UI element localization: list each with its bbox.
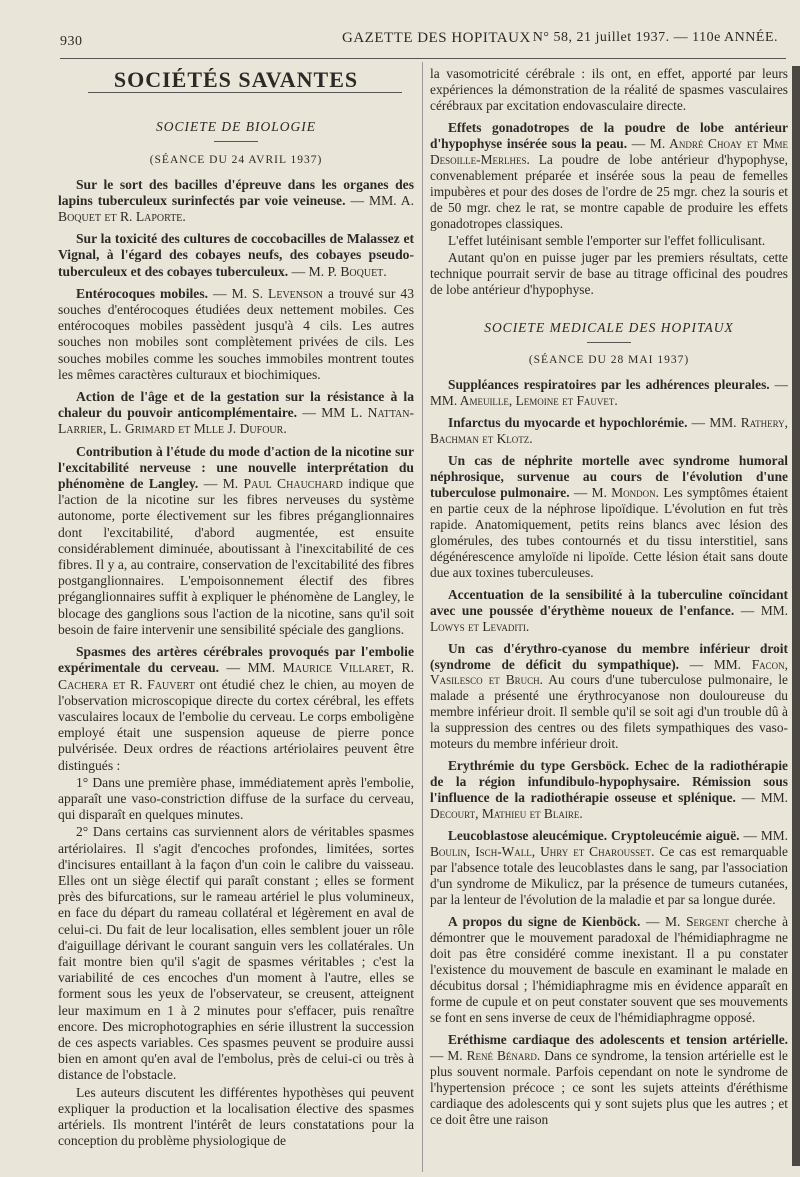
communication-text: Les symptômes étaient en partie ceux de la néphrose lipoïdique. L'évolution en fut très rapide. Anatomiquement, petits reins blancs avec lésion des glomérules, des tubes contournés et du tissu interstitiel, sans dégénérescence amyloïde ni lipoïde. Cette lésion était sans doute due aux toxines tuberculeuses. — [430, 484, 788, 580]
communication-text: Dans ce syndrome, la tension artérielle est le plus souvent normale. Parfois cependant on note le syndrome de l'hypertension précoce ; ce sont les sujets atteints d'éréthisme cardiaque des adolescents qui y sont sujets plus que les autres ; et ce doit être une raison — [430, 1048, 788, 1128]
communication: Contribution à l'étude du mode d'action de la nicotine sur l'excitabilité nerveuse : une nouvelle interprétation du phénomène de Langley. — M. Paul Chauchard indique que l'action de la nicotine sur les fibres nerveuses du système autonome, porte électivement sur les fibres préganglionnaires dont l'excitabilité, d'abord augmentée, est ensuite considérablement diminuée, aboutissant à l'inexcitabilité de ces fibres. Il y a, au contraire, conservation de l'excitabilité des fibres postganglionnaires. L'empoisonnement électif des fibres préganglionnaires suffit à expliquer le phénomène de Langley, le blocage des ganglions sous l'action de la nicotine, sans qu'il soit besoin de faire intervenir une sensibilité spéciale des ganglions. — [58, 443, 414, 637]
communication: Spasmes des artères cérébrales provoqués par l'embolie expérimentale du cerveau. — MM. Maurice Villaret, R. Cachera et R. Fauvert ont étudié chez le chien, au moyen de l'observation microscopique directe du cortex cérébral, les effets vasculaires locaux de l'embolie du cerveau. Le corps emboligène employé était une suspension aqueuse de pierre ponce pulvérisée. Deux ordres de réactions artériolaires peuvent être distingués : — [58, 644, 414, 773]
communication-authors: MM. Rathery, Bachman et Klotz. — [430, 414, 788, 446]
communication-authors: MM. Ameuille, Lemoine et Fauvet. — [430, 392, 618, 408]
communication: Infarctus du myocarde et hypochlorémie. — MM. Rathery, Bachman et Klotz. — [430, 414, 788, 446]
seance-date: (SÉANCE DU 24 AVRIL 1937) — [149, 154, 323, 167]
communication: Suppléances respiratoires par les adhérences pleurales. — MM. Ameuille, Lemoine et Fauvet. — [430, 376, 788, 408]
communication-authors: M. André Choay et Mme Desoille-Merlhes. — [430, 135, 788, 167]
page-number: 930 — [60, 34, 83, 49]
body-paragraph: Les auteurs discutent les différentes hypothèses qui peuvent expliquer la production et la localisation élective des spasmes artériels. Ils montrent l'intérêt de leurs constatations pour la conception du problème physiologique de — [58, 1084, 414, 1149]
communication-authors: M. Paul Chauchard — [222, 476, 343, 492]
communication-authors: M. P. Boquet. — [308, 263, 387, 279]
left-column — [58, 66, 414, 1149]
communication: Action de l'âge et de la gestation sur la résistance à la chaleur du pouvoir anticomplémentaire. — MM L. Nattan-Larrier, L. Grimard et Mlle J. Dufour. — [58, 389, 414, 437]
body-paragraph: 1° Dans une première phase, immédiatement après l'embolie, apparaît une vaso-constriction diffuse de la surface du cerveau, qui disparaît en quelques minutes. — [58, 774, 414, 823]
communication-text: ont étudié chez le chien, au moyen de l'observation microscopique directe du cortex cérébral, les effets vasculaires locaux de l'embolie du cerveau. Le corps emboligène employé était une suspension aqueuse de pierre ponce pulvérisée. Deux ordres de réactions artériolaires peuvent être distingués : — [58, 676, 414, 773]
communication-authors: MM. Lowys et Levaditi. — [430, 602, 788, 634]
communication: Erythrémie du type Gersböck. Echec de la radiothérapie de la région infundibulo-hypophysaire. Rémission sous l'influence de la radiothérapie osseuse et splénique. — MM. Decourt, Mathieu et Blaire. — [430, 758, 789, 822]
communication-title: Leucoblastose aleucémique. Cryptoleucémie aiguë. — [448, 828, 740, 844]
binding-edge — [792, 66, 800, 1166]
communication-authors: MM. Maurice Villaret, R. Cachera et R. Fauvert — [58, 660, 414, 692]
communication-title: Eréthisme cardiaque des adolescents et tension artérielle. — [448, 1032, 788, 1048]
communication-title: Contribution à l'étude du mode d'action de la nicotine sur l'excitabilité nerveuse : une nouvelle interprétation du phénomène de Langley. — [58, 443, 414, 492]
journal-title: GAZETTE DES HOPITAUX — [342, 30, 531, 46]
society-heading: SOCIETE MEDICALE DES HOPITAUX — [484, 319, 734, 335]
communication-text: La poudre de lobe antérieur d'hypophyse, convenablement préparée et insérée sous la peau de femelles impubères et pour des doses de l'ordre de 25 mgr. chez la souris et de 50 mgr. chez le rat, se montre capable de produire les effets gonadotropes classiques. — [430, 151, 788, 231]
communication-authors: MM L. Nattan-Larrier, L. Grimard et Mlle J. Dufour. — [58, 405, 414, 437]
communication-title: Un cas de néphrite mortelle avec syndrome humoral néphrosique, survenue au cours de l'évolution d'une tuberculose pulmonaire. — [430, 452, 788, 500]
society-heading: SOCIETE DE BIOLOGIE — [156, 119, 316, 135]
short-rule — [214, 141, 258, 142]
communication-title: Un cas d'érythro-cyanose du membre inférieur droit (syndrome de déficit du sympathique). — [430, 640, 788, 672]
issue-info: N° 58, 21 juillet 1937. — 110e ANNÉE. — [532, 30, 778, 45]
communication: Un cas d'érythro-cyanose du membre inférieur droit (syndrome de déficit du sympathique). — MM. Facon, Vasilesco et Bruch. Au cours d'une tuberculose pulmonaire, le malade a présenté une érythrocyanose non douloureuse du membre inférieur droit. Il semble qu'il se soit agi d'un trouble dû à la suppression des centres ou des filets sympathiques des vaso-moteurs du membre inférieur droit. — [430, 640, 788, 752]
column-divider — [422, 62, 423, 1172]
communication-authors: M. Mondon. — [591, 484, 659, 500]
section-title: SOCIÉTÉS SAVANTES — [113, 67, 359, 92]
communication-title: Effets gonadotropes de la poudre de lobe antérieur d'hypophyse insérée sous la peau. — [430, 119, 788, 151]
communication: Eréthisme cardiaque des adolescents et tension artérielle. — M. René Bénard. Dans ce syndrome, la tension artérielle est le plus souvent normale. Parfois cependant on note le syndrome de l'hypertension précoce ; ce sont les sujets atteints d'éréthisme cardiaque des adolescents qui y sont sujets plus que les autres ; et ce doit être une raison — [430, 1032, 788, 1128]
continued-paragraph: la vasomotricité cérébrale : ils ont, en effet, apporté par leurs expériences la démonstration de la réalité de spasmes vasculaires cérébraux par excitation endovasculaire directe. — [430, 66, 788, 113]
communication-authors: M. Sergent — [665, 914, 730, 930]
communication-title: Spasmes des artères cérébrales provoqués par l'embolie expérimentale du cerveau. — [58, 644, 414, 676]
communication: Accentuation de la sensibilité à la tuberculine coïncidant avec une poussée d'érythème noueux de l'enfance. — MM. Lowys et Levaditi. — [430, 586, 788, 634]
communication-text: indique que l'action de la nicotine sur les fibres nerveuses du système autonome, porte électivement sur les fibres préganglionnaires dont l'excitabilité, d'abord augmentée, est ensuite considérablement diminuée, aboutissant à l'inexcitabilité de ces fibres. Il y a, au contraire, conservation de l'excitabilité des fibres postganglionnaires. L'empoisonnement électif des fibres préganglionnaires suffit à expliquer le phénomène de Langley, le blocage des ganglions sous l'action de la nicotine, sans qu'il soit besoin de faire intervenir une sensibilité spéciale des ganglions. — [58, 476, 414, 637]
seance-date: (SÉANCE DU 28 MAI 1937) — [528, 353, 690, 366]
communication-authors: MM. Boulin, Isch-Wall, Uhry et Charousset. — [430, 828, 788, 860]
communication: A propos du signe de Kienböck. — M. Sergent cherche à démontrer que le mouvement paradoxal de l'hémidiaphragme ne doit pas être considéré comme inexistant. Il a pu constater l'existence du mouvement de bascule en examinant le malade en décubitus dorsal ; l'hémidiaphragme mis en évidence apparaît en forme de cupule et on peut constater souvent que ses mouvements se font en sens inverse de ceux de l'hémidiaphragme opposé. — [430, 914, 789, 1026]
body-paragraph: Autant qu'on en puisse juger par les premiers résultats, cette technique pourrait servir de base au titrage officinal des poudres de lobe antérieur d'hypophyse. — [430, 249, 788, 297]
communication: Sur la toxicité des cultures de coccobacilles de Malassez et Vignal, à l'égard des cobayes neufs, des cobayes pseudo-tuberculeux et des cobayes tuberculeux. — M. P. Boquet. — [58, 231, 414, 279]
communication-text: Ce cas est remarquable par l'absence totale des leucoblastes dans le sang, par l'association d'un syndrome de Mikulicz, par la présence de tumeurs cutanées, par la lenteur de l'évolution de la maladie et par sa longue durée. — [430, 844, 788, 908]
communication: Leucoblastose aleucémique. Cryptoleucémie aiguë. — MM. Boulin, Isch-Wall, Uhry et Charousset. Ce cas est remarquable par l'absence totale des leucoblastes dans le sang, par l'association d'un syndrome de Mikulicz, par la présence de tumeurs cutanées, par la lenteur de l'évolution de la maladie et par sa longue durée. — [430, 828, 788, 908]
communication-authors: MM. A. Boquet et R. Laporte. — [58, 192, 414, 225]
communication-title: A propos du signe de Kienböck. — [448, 914, 641, 930]
communication-title: Accentuation de la sensibilité à la tuberculine coïncidant avec une poussée d'érythème noueux de l'enfance. — [430, 586, 788, 618]
communication-authors: M. S. Levenson — [231, 285, 324, 301]
communication: Entérocoques mobiles. — M. S. Levenson a trouvé sur 43 souches d'entérocoques étudiées deux nettement mobiles. Ces entérocoques mobiles passèdent jusqu'à 4 cils. Les autres souches non mobiles sont complètement privées de cils. Les souches mobiles comme les souches immobiles montrent toutes les mêmes caractères culturaux et biochimiques. — [58, 285, 414, 382]
communication: Un cas de néphrite mortelle avec syndrome humoral néphrosique, survenue au cours de l'évolution d'une tuberculose pulmonaire. — M. Mondon. Les symptômes étaient en partie ceux de la néphrose lipoïdique. L'évolution en fut très rapide. Anatomiquement, petits reins blancs avec lésion des glomérules, des tubes contournés et du tissu interstitiel, sans dégénérescence amyloïde ni lipoïde. Cette lésion était sans doute due aux toxines tuberculeuses. — [430, 452, 788, 580]
communication-title: Sur la toxicité des cultures de coccobacilles de Malassez et Vignal, à l'égard des cobayes neufs, des cobayes pseudo-tuberculeux et des cobayes tuberculeux. — [58, 231, 414, 279]
communication-title: Entérocoques mobiles. — [76, 285, 209, 301]
running-header — [60, 28, 786, 52]
title-rule — [88, 92, 402, 93]
communication-authors: MM. Facon, Vasilesco et Bruch. — [430, 656, 788, 688]
communication-text: a trouvé sur 43 souches d'entérocoques étudiées deux nettement mobiles. Ces entérocoques mobiles passèdent jusqu'à 4 cils. Les autres souches non mobiles sont complètement privées de cils. Les souches mobiles comme les souches immobiles montrent toutes les mêmes caractères culturaux et biochimiques. — [58, 285, 414, 382]
communication-title: Infarctus du myocarde et hypochlorémie. — [448, 414, 688, 430]
communication-authors: M. René Bénard. — [447, 1048, 541, 1064]
communication-title: Suppléances respiratoires par les adhérences pleurales. — [448, 376, 770, 392]
body-paragraph: 2° Dans certains cas surviennent alors de véritables spasmes artériolaires. Il s'agit d'encoches profondes, limitées, sortes d'incisures entaillant à la façon d'un coin le calibre du vaisseau. Elles ont un siège électif qui paraît constant ; elles se forment près des bifurcations, sur le rameau artériel le plus volumineux, en face du départ du rameau collatéral et légèrement en aval de celui-ci. Du fait de leur localisation, elles semblent jouer un rôle d'aiguillage dérivant le courant sanguin vers les collatérales. Un fait montre bien qu'il s'agit de spasmes véritables ; c'est la variabilité de ces encoches d'un moment à l'autre, elles se forment sous les yeux de l'observateur, se creusent, atteignent leur maximum en 1 à 2 minutes pour s'effacer, puis renaître encore. Des microphotographies en série illustrent la succession de ces aspects variables. Ces spasmes peuvent se produire aussi bien en amont qu'en aval de l'embolus, près de celui-ci ou très à distance de l'obstacle. — [58, 824, 414, 1083]
communication-title: Sur le sort des bacilles d'épreuve dans les organes des lapins tuberculeux surinfectés par voie veineuse. — [58, 176, 414, 208]
communication-authors: MM. Decourt, Mathieu et Blaire. — [430, 790, 789, 822]
body-paragraph: L'effet lutéinisant semble l'emporter sur l'effet folliculisant. — [448, 232, 766, 248]
header-rule — [60, 58, 786, 59]
communication: Sur le sort des bacilles d'épreuve dans les organes des lapins tuberculeux surinfectés par voie veineuse. — MM. A. Boquet et R. Laporte. — [58, 176, 414, 225]
communication-title: Action de l'âge et de la gestation sur la résistance à la chaleur du pouvoir anticomplémentaire. — [58, 389, 414, 421]
communication-text: Au cours d'une tuberculose pulmonaire, le malade a présenté une érythrocyanose non douloureuse du membre inférieur droit. Il semble qu'il se soit agi d'un trouble dû à la suppression des centres ou des filets sympathiques des vaso-moteurs du membre inférieur droit. — [430, 672, 788, 752]
short-rule — [587, 342, 631, 343]
communication-title: Erythrémie du type Gersböck. Echec de la radiothérapie de la région infundibulo-hypophysaire. Rémission sous l'influence de la radiothérapie osseuse et splénique. — [430, 758, 788, 806]
right-column — [430, 66, 788, 1128]
communication: Effets gonadotropes de la poudre de lobe antérieur d'hypophyse insérée sous la peau. — M. André Choay et Mme Desoille-Merlhes. La poudre de lobe antérieur d'hypophyse, convenablement préparée et insérée sous la peau de femelles impubères et pour des doses de l'ordre de 25 mgr. chez la souris et de 50 mgr. chez le rat, se montre capable de produire les effets gonadotropes classiques. — [430, 119, 788, 231]
communication-text: cherche à démontrer que le mouvement paradoxal de l'hémidiaphragme ne doit pas être considéré comme inexistant. Il a pu constater l'existence du mouvement de bascule en examinant le malade en décubitus dorsal ; l'hémidiaphragme mis en évidence apparaît en forme de cupule et on peut constater souvent que ses mouvements se font en sens inverse de ceux de l'hémidiaphragme opposé. — [430, 914, 789, 1026]
